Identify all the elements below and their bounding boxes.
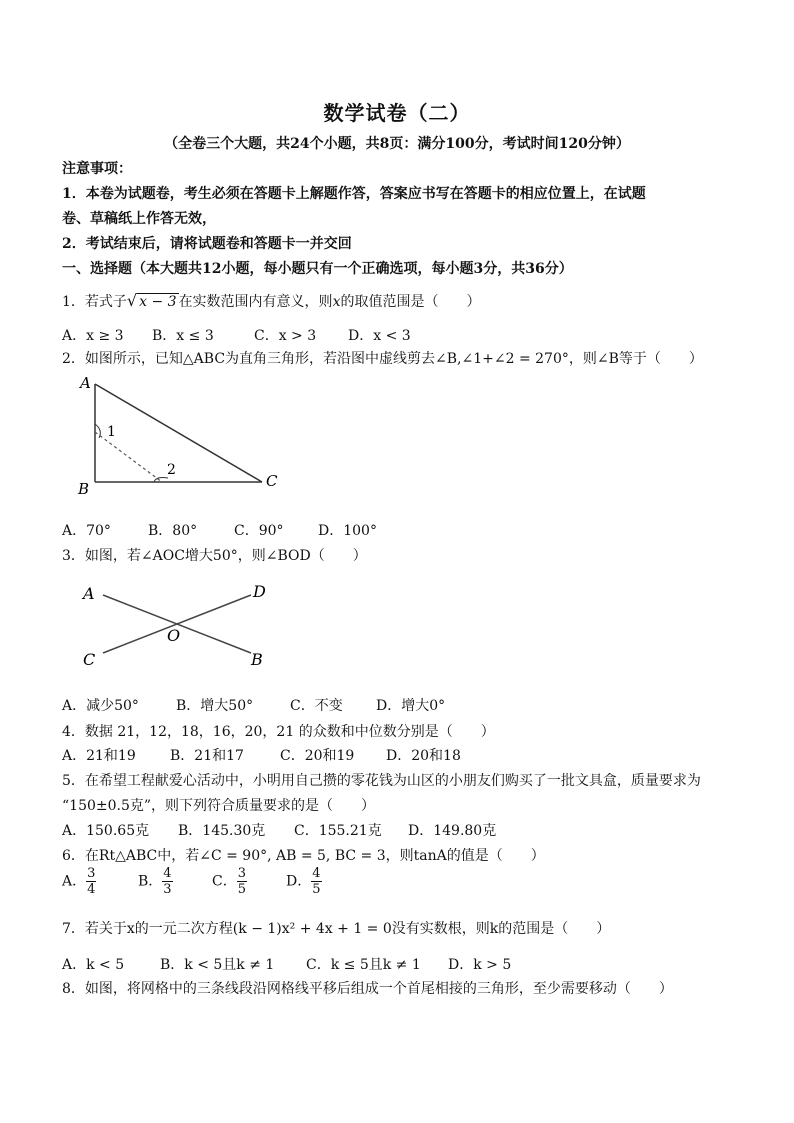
notice-item-2: 2．考试结束后，请将试题卷和答题卡一并交回 (62, 236, 352, 252)
q3-label-c: C (83, 650, 96, 669)
q2-triangle-figure (70, 372, 300, 502)
question-7: 7．若关于x的一元二次方程(k − 1)x² + 4x + 1 = 0没有实数根，则k的范围是（ ） (62, 921, 611, 937)
q1-option-d: D．x < 3 (348, 328, 411, 344)
section-1-heading: 一、选择题（本大题共12小题，每小题只有一个正确选项，每小题3分，共36分） (62, 261, 573, 277)
question-4: 4．数据 21，12，18，16，20，21 的众数和中位数分别是（ ） (62, 724, 495, 740)
q3-option-d: D．增大0° (376, 698, 446, 714)
question-8: 8．如图，将网格中的三条线段沿网格线平移后组成一个首尾相接的三角形，至少需要移动（ ） (62, 981, 673, 997)
q6-option-c (212, 866, 247, 897)
q6-option-a (62, 866, 96, 897)
q2-angle-1-arc (95, 424, 100, 438)
q3-option-c: C．不变 (290, 698, 343, 714)
question-5-line-1: 5．在希望工程献爱心活动中，小明用自己攒的零花钱为山区的小朋友们购买了一批文具盒，质量要求为 (62, 773, 701, 789)
q6-option-a-fraction (86, 866, 96, 897)
sqrt-symbol: √ (126, 291, 138, 310)
q2-option-a: A．70° (62, 523, 111, 539)
q5-option-c: C．155.21克 (294, 823, 382, 839)
q7-option-d: D．k > 5 (448, 957, 512, 973)
q4-option-b: B．21和17 (170, 748, 244, 764)
q2-side-ac (95, 384, 262, 482)
q1-tail: 的取值范围是（ ） (340, 294, 481, 310)
q3-option-b: B．增大50° (176, 698, 254, 714)
q7-option-a: A．k < 5 (62, 957, 125, 973)
q7-option-c: C．k ≤ 5且k ≠ 1 (306, 957, 421, 973)
q2-label-2: 2 (167, 462, 176, 478)
q7-option-b: B．k < 5且k ≠ 1 (160, 957, 275, 973)
q6-option-b (138, 866, 173, 897)
notice-heading: 注意事项： (62, 161, 132, 177)
q6-option-b-numerator: 4 (163, 866, 172, 881)
q3-option-a: A．减少50° (62, 698, 139, 714)
q1-suffix: 在实数范围内有意义，则 (178, 294, 333, 310)
q6-option-b-label: B． (138, 873, 163, 890)
q3-intersecting-lines-figure (75, 575, 285, 675)
q2-cut-line (95, 432, 162, 482)
q4-option-a: A．21和19 (62, 748, 136, 764)
q2-label-a: A (80, 374, 91, 392)
q2-label-1: 1 (107, 424, 116, 440)
q6-option-d-denominator: 5 (312, 882, 321, 897)
q6-option-b-denominator: 3 (163, 882, 172, 897)
q6-option-c-numerator: 3 (237, 866, 246, 881)
question-3: 3．如图，若∠AOC增大50°，则∠BOD（ ） (62, 548, 367, 564)
q2-label-b: B (78, 480, 90, 498)
notice-item-1-line-2: 卷、草稿纸上作答无效， (62, 211, 216, 227)
q2-option-c: C．90° (234, 523, 284, 539)
q1-option-a: A．x ≥ 3 (62, 328, 124, 344)
q3-label-o: O (167, 626, 181, 645)
q1-option-b: B．x ≤ 3 (152, 328, 214, 344)
notice-item-1-line-1: 1．本卷为试题卷，考生必须在答题卡上解题作答，答案应书写在答题卡的相应位置上，在试题 (62, 186, 646, 202)
question-1 (62, 291, 480, 311)
q6-option-c-denominator: 5 (237, 882, 246, 897)
q2-label-c: C (266, 472, 278, 490)
question-5-line-2: “150±0.5克”，则下列符合质量要求的是（ ） (62, 798, 376, 814)
q4-option-c: C．20和19 (280, 748, 355, 764)
q2-option-d: D．100° (318, 523, 377, 539)
q2-option-b: B．80° (148, 523, 198, 539)
q6-option-a-numerator: 3 (87, 866, 96, 881)
q6-option-d-fraction (311, 866, 321, 897)
exam-info: （全卷三个大题，共24个小题，共8页：满分100分，考试时间120分钟） (164, 136, 630, 152)
q3-label-a: A (83, 584, 95, 603)
q6-option-c-label: C． (212, 873, 237, 890)
q1-radicand: x − 3 (139, 294, 177, 310)
q1-prefix: 1．若式子 (62, 294, 127, 310)
q5-option-b: B．145.30克 (178, 823, 266, 839)
q6-option-a-denominator: 4 (87, 882, 96, 897)
question-2: 2．如图所示，已知△ABC为直角三角形，若沿图中虚线剪去∠B,∠1+∠2 = 270°，则∠B等于（ ） (62, 351, 703, 367)
q6-option-b-fraction (162, 866, 172, 897)
q6-option-d-label: D． (286, 873, 312, 890)
q4-option-d: D．20和18 (386, 748, 461, 764)
q5-option-a: A．150.65克 (62, 823, 150, 839)
q1-option-c: C．x > 3 (254, 328, 317, 344)
q6-option-a-label: A． (62, 873, 87, 890)
q5-option-d: D．149.80克 (408, 823, 497, 839)
page-title: 数学试卷（二） (323, 101, 471, 125)
q6-option-c-fraction (237, 866, 247, 897)
question-6: 6．在Rt△ABC中，若∠C = 90°, AB = 5, BC = 3，则tanA的值是（ ） (62, 848, 545, 864)
q6-option-d (286, 866, 322, 897)
q3-label-b: B (251, 650, 263, 669)
q1-var: x (332, 294, 341, 310)
q6-option-d-numerator: 4 (312, 866, 321, 881)
q3-label-d: D (253, 582, 266, 601)
